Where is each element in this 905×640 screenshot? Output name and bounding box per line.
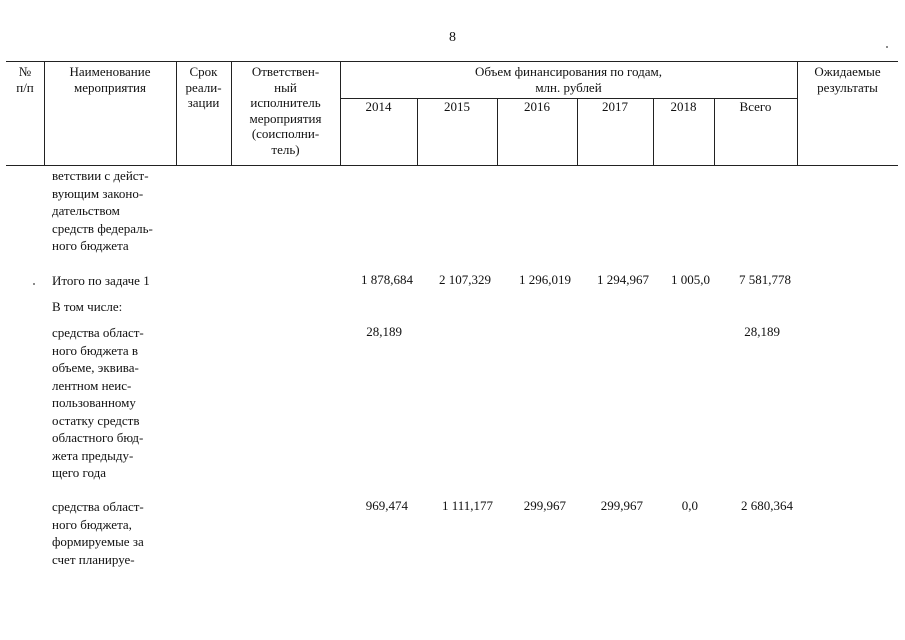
header-year-2016: 2016	[524, 99, 550, 114]
value-total: 28,189	[744, 324, 780, 339]
header-results: Ожидаемые результаты	[814, 64, 881, 95]
value-2017: 1 294,967	[597, 272, 649, 287]
header-total: Всего	[739, 99, 772, 114]
value-2017: 299,967	[600, 498, 643, 513]
value-2014: 28,189	[366, 324, 402, 339]
page-number: 8	[449, 30, 456, 45]
header-year-2015: 2015	[444, 99, 470, 114]
header-term: Срок реали- зации	[185, 64, 222, 110]
row-name: ветствии с дейст- вующим законо- дательством средств федераль- ного бюджета	[52, 168, 153, 253]
value-total: 2 680,364	[741, 498, 793, 513]
header-year-2017: 2017	[602, 99, 628, 114]
value-2018: 0,0	[681, 498, 698, 513]
scan-speck	[886, 46, 888, 48]
value-2016: 299,967	[523, 498, 566, 513]
value-2015: 1 111,177	[441, 498, 493, 513]
scan-speck	[33, 283, 35, 285]
header-responsible: Ответствен- ный исполнитель мероприятия (соисполни- тель)	[249, 64, 322, 157]
value-2014: 1 878,684	[361, 272, 413, 287]
row-name: средства област- ного бюджета в объеме, эквива- лентном неис- пользованному остатку средств областного бюд- жета предыду- щего года	[52, 325, 144, 480]
value-2014: 969,474	[365, 498, 408, 513]
row-name: В том числе:	[52, 299, 123, 314]
header-name: Наименование мероприятия	[69, 64, 151, 95]
value-2015: 2 107,329	[439, 272, 491, 287]
header-num: № п/п	[16, 64, 34, 95]
value-2016: 1 296,019	[519, 272, 571, 287]
header-financing: Объем финансирования по годам, млн. рублей	[474, 64, 663, 95]
row-name: Итого по задаче 1	[52, 273, 150, 288]
row-name: средства област- ного бюджета, формируемые за счет планируе-	[52, 499, 144, 567]
header-year-2014: 2014	[365, 99, 392, 114]
value-total: 7 581,778	[739, 272, 791, 287]
value-2018: 1 005,0	[671, 272, 710, 287]
header-year-2018: 2018	[670, 99, 697, 114]
